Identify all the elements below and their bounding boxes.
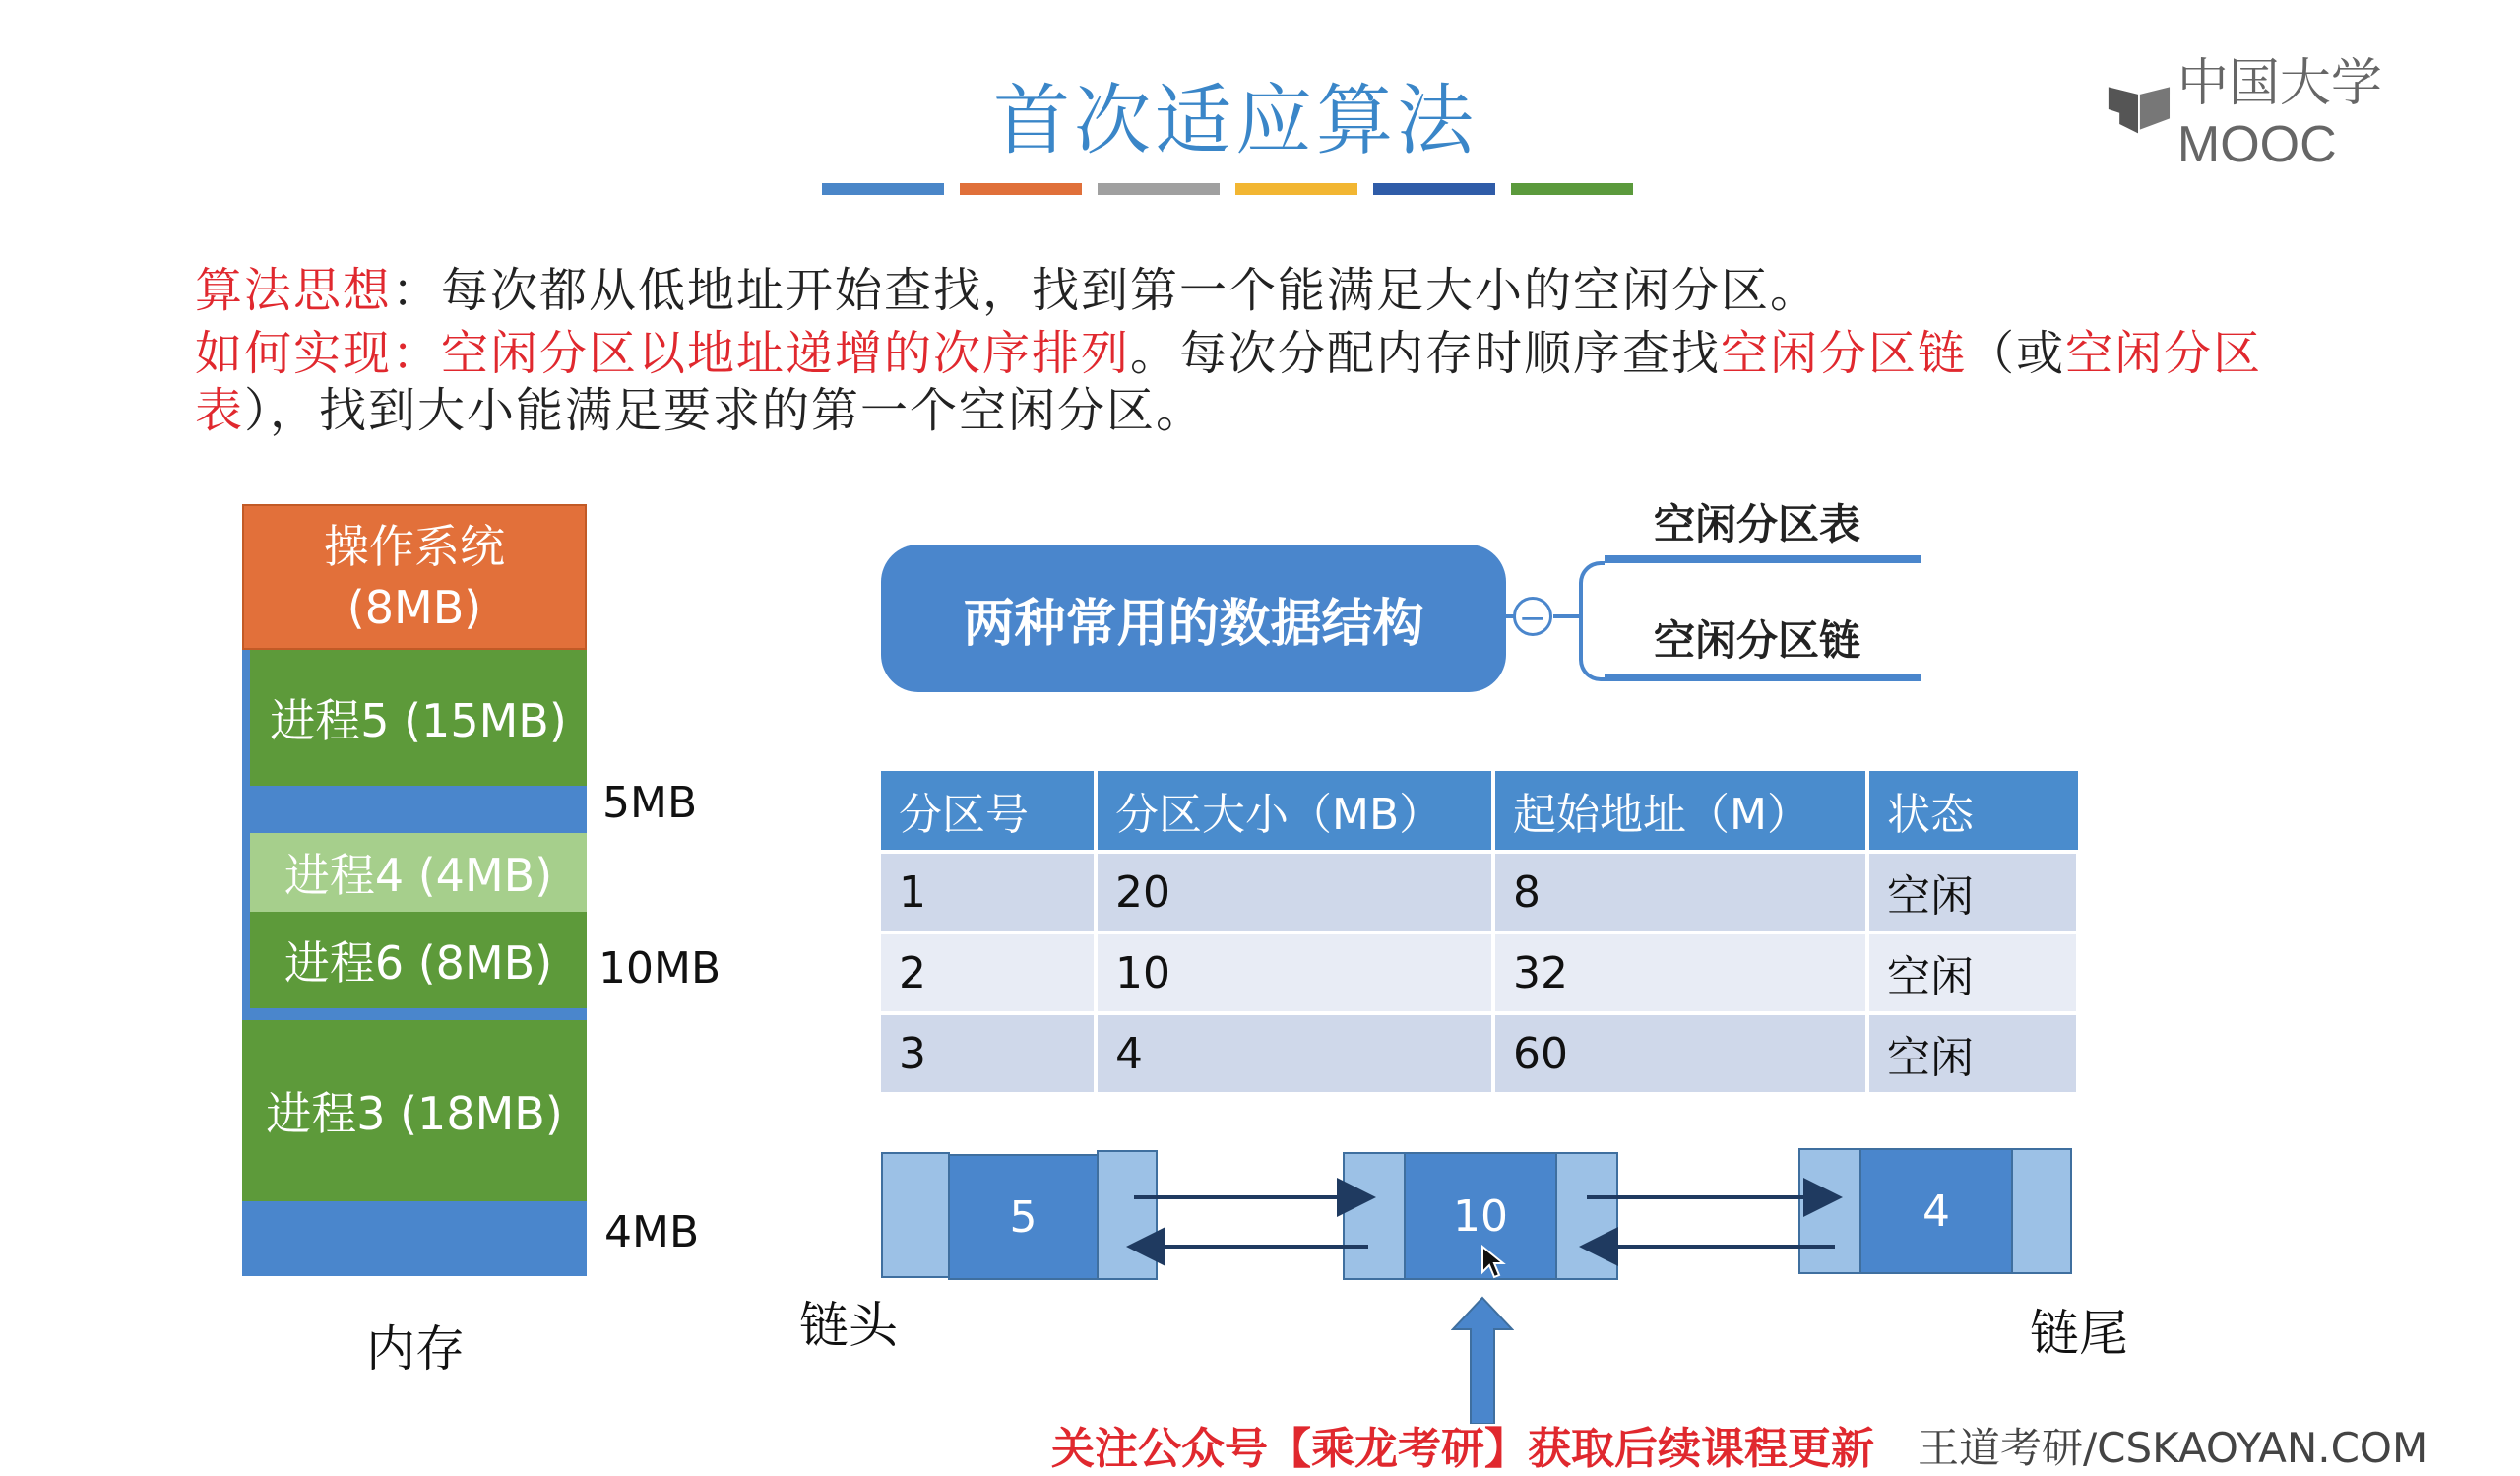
memory-process5-block [242,650,587,786]
process5-label: 进程5 (15MB) [270,694,567,747]
cell-partition-no: 2 [881,932,1096,1013]
title-strip-2 [960,183,1082,195]
mooc-logo [2107,41,2520,174]
header-status: 状态 [1867,771,2078,852]
free-partition-table [881,771,2080,1092]
free-size-10mb: 10MB [598,943,722,994]
memory-free-5mb [242,786,587,833]
mindmap-root-label: 两种常用的数据结构 [963,594,1424,654]
memory-process4-block [242,833,587,912]
node3-next-pointer [2011,1148,2072,1274]
memory-free-4mb [242,1201,587,1276]
node1-prev-pointer [881,1152,950,1278]
mindmap-child-table-underline [1605,555,1922,563]
footer-site: 王道考研/CSKAOYAN.COM [1918,1424,2428,1472]
impl-paren: （或 [1967,326,2066,381]
title-strip-1 [822,183,944,195]
header-start-address: 起始地址（M） [1493,771,1867,852]
free-size-4mb: 4MB [604,1207,700,1257]
idea-body: 每次都从低地址开始查找，找到第一个能满足大小的空闲分区。 [441,263,1820,318]
collapse-toggle-icon[interactable]: − [1513,597,1552,636]
process4-label: 进程4 (4MB) [284,849,553,902]
title-strip-4 [1235,183,1357,195]
cell-start-address: 8 [1493,852,1867,932]
footer-promo: 关注公众号【乘龙考研】获取后续课程更新 [1051,1424,1874,1474]
node1-value: 5 [1009,1191,1038,1243]
implementation-line2 [195,372,1205,440]
table-row [881,932,2078,1013]
mooc-book-icon [2107,80,2172,137]
node2-value: 10 [1453,1190,1508,1242]
cell-start-address: 60 [1493,1013,1867,1092]
cell-start-address: 32 [1493,932,1867,1013]
chain-head-label: 链头 [799,1297,898,1354]
header-partition-size: 分区大小（MB） [1096,771,1493,852]
mindmap-root [881,545,1506,692]
table-row [881,1013,2078,1092]
node1-data [948,1154,1099,1280]
chain-tail-label: 链尾 [2030,1305,2128,1362]
impl-red1: 空闲分区以地址递增的次序排列 [441,326,1131,381]
process6-label: 进程6 (8MB) [284,936,553,990]
memory-caption: 内存 [366,1320,465,1378]
impl-red3: 空闲分区 [2065,326,2263,381]
cell-partition-no: 3 [881,1013,1096,1092]
cell-partition-size: 10 [1096,932,1493,1013]
cell-partition-size: 4 [1096,1013,1493,1092]
title-strip-6 [1511,183,1633,195]
node3-data [1859,1148,2013,1274]
mindmap-child-chain: 空闲分区链 [1654,616,1861,665]
up-arrow-icon [1451,1296,1514,1424]
mindmap-child-table: 空闲分区表 [1654,500,1861,548]
algorithm-idea [195,252,1819,320]
mouse-cursor-icon [1480,1245,1506,1280]
table-header-row [881,771,2078,852]
slide-title: 首次适应算法 [992,77,1478,165]
cell-status: 空闲 [1867,1013,2078,1092]
memory-process6-block [242,912,587,1008]
cell-partition-size: 20 [1096,852,1493,932]
memory-process3-block [242,1020,587,1201]
impl-label: 如何实现： [195,326,442,381]
idea-colon: ： [392,263,442,318]
node3-value: 4 [1922,1186,1950,1237]
cell-partition-no: 1 [881,852,1096,932]
mindmap-bracket [1579,561,1605,681]
cell-status: 空闲 [1867,852,2078,932]
mindmap-child-chain-underline [1605,674,1922,681]
title-strip-5 [1373,183,1495,195]
impl-red2: 空闲分区链 [1721,326,1968,381]
idea-label: 算法思想 [195,263,393,318]
header-partition-no: 分区号 [881,771,1096,852]
logo-text: 中国大学MOOC [2176,55,2382,173]
process3-label: 进程3 (18MB) [266,1087,563,1140]
impl-tail: ），找到大小能满足要求的第一个空闲分区。 [244,383,1206,438]
free-size-5mb: 5MB [602,778,698,828]
impl-red4: 表 [195,383,245,438]
table-row [881,852,2078,932]
cell-status: 空闲 [1867,932,2078,1013]
memory-free-10mb [242,1008,587,1020]
memory-os-block [242,504,587,650]
title-color-strips [822,183,1633,197]
os-label: 操作系统 [324,520,505,573]
mindmap-connector-2 [1553,614,1581,618]
title-strip-3 [1098,183,1220,195]
os-size: (8MB) [346,581,482,634]
impl-mid: 。每次分配内存时顺序查找 [1130,326,1722,381]
